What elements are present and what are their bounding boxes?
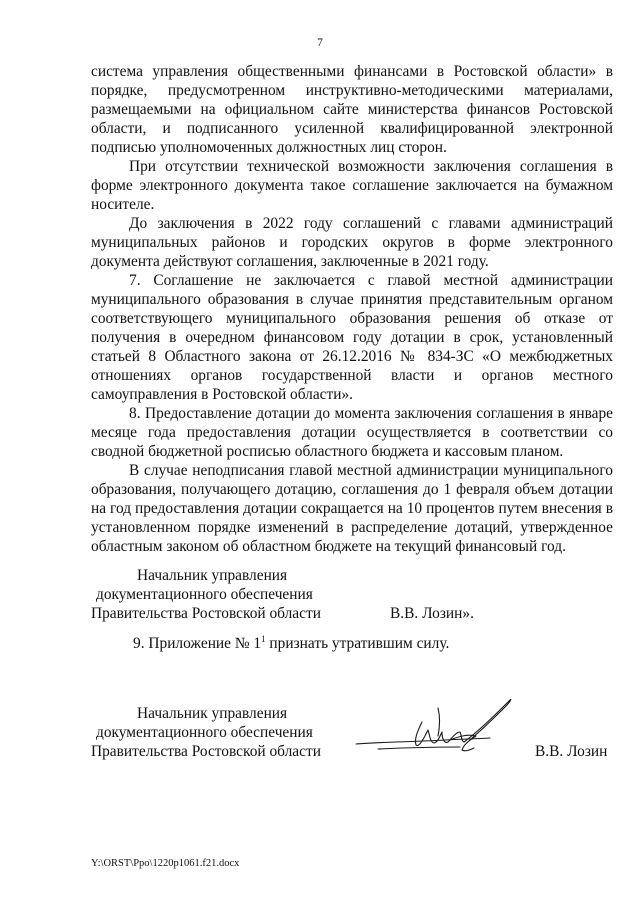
item-9-prefix: 9. Приложение № 1 [133,635,262,652]
paragraph-3: До заключения в 2022 году соглашений с главами администраций муниципальных районов и городских округов в форме электронного документа действуют соглашения, заключенные в 2021 году. [91,215,613,270]
signature-title-line-3: Правительства Ростовской области [91,605,321,622]
page-number: 7 [317,37,323,49]
paragraph-1: система управления общественными финансами в Ростовской области» в порядке, предусмотренном инструктивно-методическими материалами, размещаемыми на официальном сайте министерства финансов Ростовской области, и подписанного усиленной квалифицированной электронной подписью уполномоченных должностных лиц сторон. [91,63,613,156]
signatory-name: В.В. Лозин [535,743,608,760]
signature-title-line-1: Начальник управления [137,567,288,584]
signatory-name: В.В. Лозин». [390,605,474,622]
signature-block-1 [91,566,613,623]
signature-title-line-1: Начальник управления [137,705,288,722]
paragraph-2: При отсутствии технической возможности заключения соглашения в форме электронного документа такое соглашение заключается на бумажном носителе. [91,158,613,213]
handwritten-signature [350,692,525,767]
item-9-suffix: признать утратившим силу. [265,635,450,652]
paragraph-6: В случае неподписания главой местной администрации муниципального образования, получающего дотацию, соглашения до 1 февраля объем дотации на год предоставления дотации сокращается на 10 процентов путем внесения в установленном порядке изменений в распределение дотаций, утвержденное областным законом об областном бюджете на текущий финансовый год. [91,462,613,555]
signature-title-line-2: документационного обеспечения [96,586,313,603]
paragraph-5: 8. Предоставление дотации до момента заключения соглашения в январе месяце года предоставления дотации осуществляется в соответствии со сводной бюджетной росписью областного бюджета и кассовым планом. [91,405,613,460]
signature-title-line-2: документационного обеспечения [96,724,313,741]
signature-title-row [91,604,613,623]
file-path-footer: Y:\ORST\Ppo\1220p1061.f21.docx [91,858,240,869]
paragraph-4: 7. Соглашение не заключается с главой местной администрации муниципального образования в случае принятия представительным органом соответствующего муниципального образования решения об отказе от получения в очередном финансовом году дотации в срок, установленный статьей 8 Областного закона от 26.12.2016 № 834-ЗС «О межбюджетных отношениях органов государственной власти и органов местного самоуправления в Ростовской области». [91,272,613,403]
item-9-superscript: 1 [261,634,266,644]
item-9 [133,634,449,653]
signature-title-line-3: Правительства Ростовской области [91,743,321,760]
document-body [91,62,613,556]
